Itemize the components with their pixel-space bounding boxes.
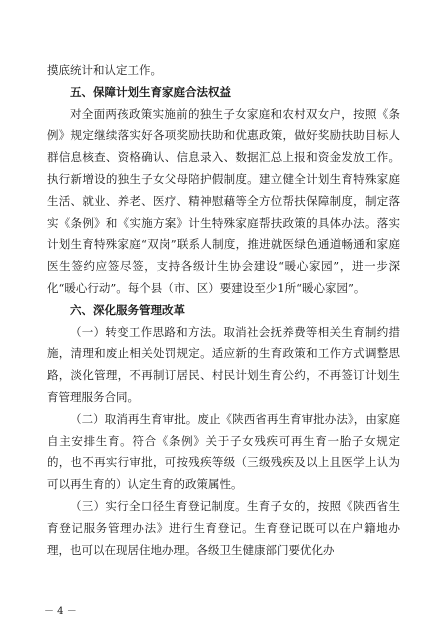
- paragraph-section-5: 对全面两孩政策实施前的独生子女家庭和农村双女户，按照《条例》规定继续落实好各项奖励扶助和优惠政策，做好奖励扶助目标人群信息核查、资格确认、信息录入、数据汇总上报和资金发放工作。执行新增设的独生子女父母陪护假制度。建立健全计划生育特殊家庭生活、就业、养老、医疗、精神慰藉等全方位帮扶保障制度，制定落实《条例》和《实施方案》计生特殊家庭帮扶政策的具体办法。落实计划生育特殊家庭“双岗”联系人制度，推进就医绿色通道畅通和家庭医生签约应签尽签，支持各级计生协会建设“暖心家园”，进一步深化“暖心行动”。每个县（市、区）要建设至少1所“暖心家园”。: [47, 106, 400, 295]
- page-number: － 4 －: [44, 606, 77, 617]
- paragraph-section-6-2: （二）取消再生育审批。废止《陕西省再生育审批办法》，由家庭自主安排生育。符合《条例》关于子女残疾可再生育一胎子女规定的，也不再实行审批，可按残疾等级（三级残疾及以上且医学上认为可以再生育的）认定生育的政策属性。: [47, 411, 400, 492]
- document-body: [47, 60, 400, 561]
- paragraph-continuation: 摸底统计和认定工作。: [47, 63, 162, 77]
- paragraph-section-6-3: （三）实行全口径生育登记制度。生育子女的，按照《陕西省生育登记服务管理办法》进行生育登记。生育登记既可以在户籍地办理，也可以在现居住地办理。各级卫生健康部门要优化办: [47, 498, 400, 557]
- section-heading-6: 六、深化服务管理改革: [70, 302, 185, 317]
- paragraph-section-6-1: （一）转变工作思路和方法。取消社会抚养费等相关生育制约措施，清理和废止相关处罚规定。适应新的生育政策和工作方式调整思路，淡化管理，不再制订居民、村民计划生育公约，不再签订计划生育管理服务合同。: [47, 324, 400, 404]
- section-heading-5: 五、保障计划生育家庭合法权益: [70, 84, 231, 99]
